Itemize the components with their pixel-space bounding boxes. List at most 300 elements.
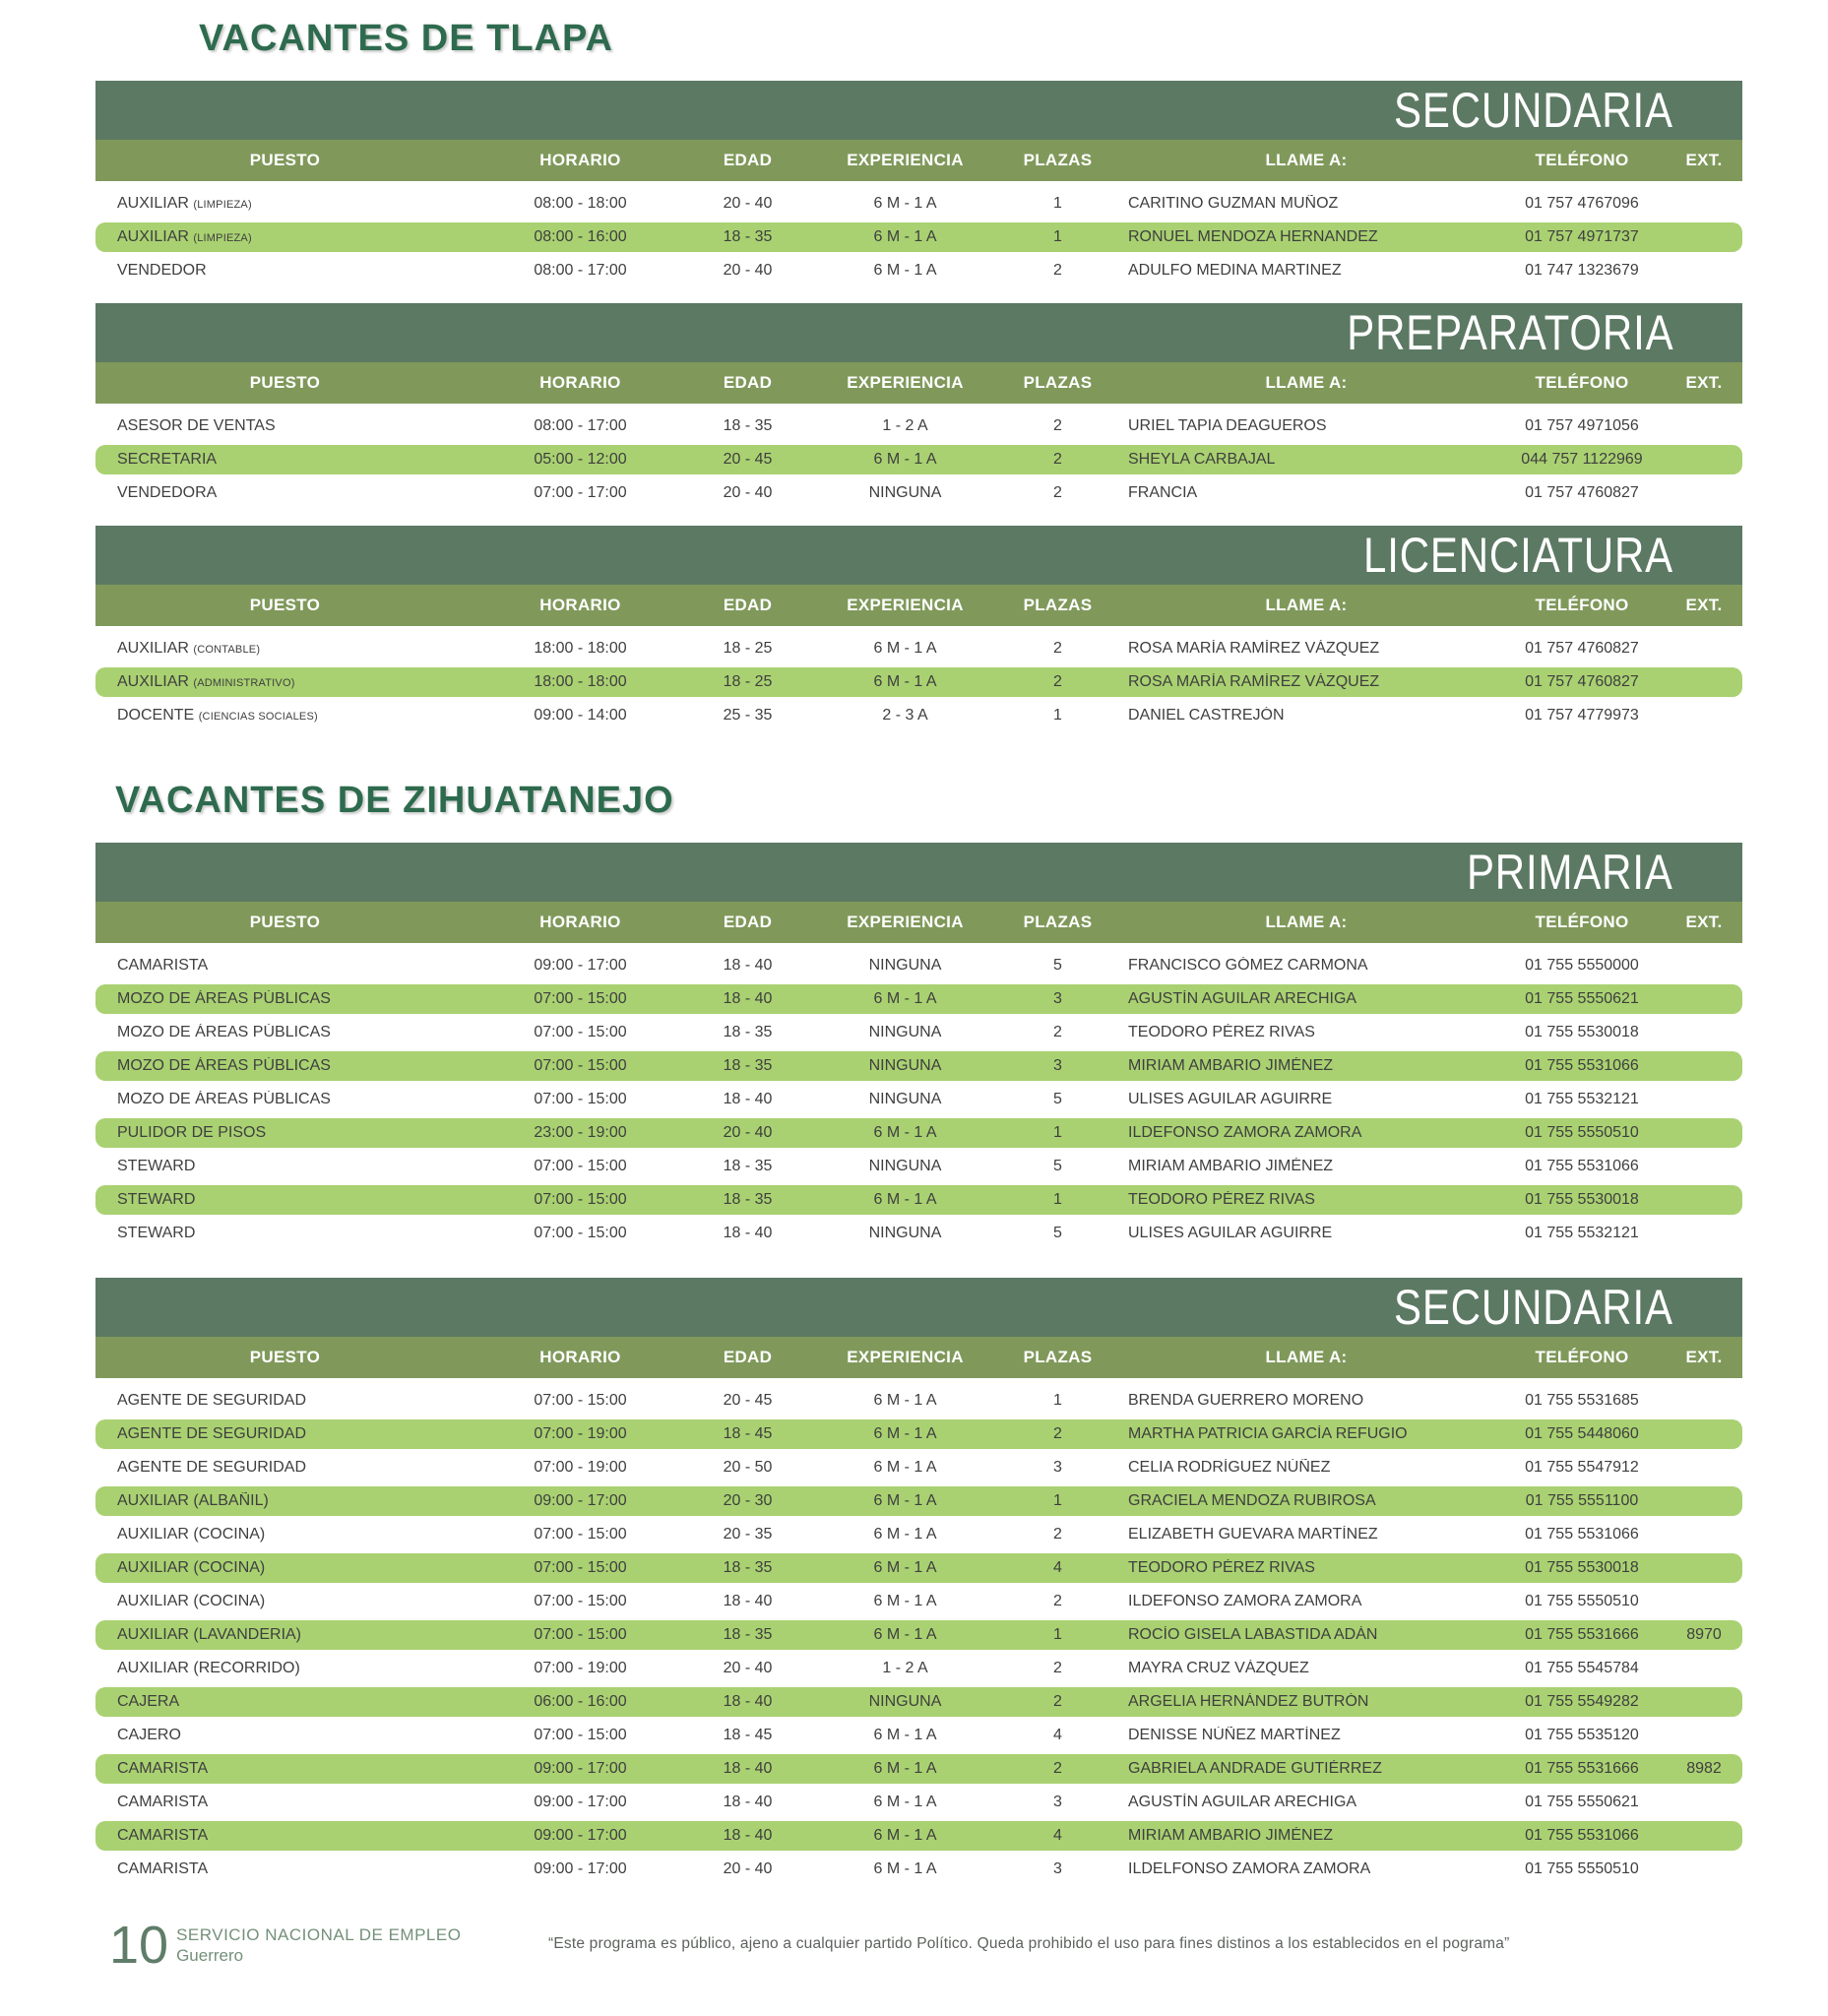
cell-puesto [95,1459,474,1477]
cell-puesto-main: CAJERA [117,1693,180,1710]
table-row [95,1855,1742,1884]
cell-horario: 09:00 - 17:00 [534,1860,627,1877]
cell-horario: 23:00 - 19:00 [534,1124,627,1141]
cell-experiencia: 6 M - 1 A [873,1860,937,1877]
column-header: HORARIO [539,913,621,931]
table-row [95,1419,1742,1449]
org-state: Guerrero [176,1946,244,1965]
cell-puesto [95,1727,474,1744]
city-section [95,778,1742,1884]
cell-puesto-main: AUXILIAR (ALBAÑIL) [117,1492,269,1509]
column-header: TELÉFONO [1535,913,1629,931]
cell-telefono: 01 755 5532121 [1525,1225,1639,1241]
cell-ext: 8982 [1686,1760,1722,1777]
column-header: HORARIO [539,1348,621,1366]
cell-llame: URIEL TAPIA DEAGUEROS [1128,417,1327,434]
cell-edad: 20 - 40 [723,1124,773,1141]
column-header: EDAD [723,373,773,392]
cell-experiencia: 1 - 2 A [882,417,928,434]
cell-plazas: 2 [1053,1660,1062,1676]
column-header-row [95,362,1742,404]
cell-telefono: 01 755 5545784 [1525,1660,1639,1676]
cell-llame: GABRIELA ANDRADE GUTIÉRREZ [1128,1760,1382,1777]
page-footer [95,1916,1742,1990]
cell-edad: 18 - 35 [723,1024,773,1040]
cell-puesto-main: DOCENTE [117,707,195,724]
cell-llame: ROSA MARÍA RAMÍREZ VÁZQUEZ [1128,673,1380,690]
cell-puesto [95,1191,474,1209]
level-band [95,303,1742,362]
cell-telefono: 01 757 4767096 [1525,195,1639,212]
cell-horario: 07:00 - 19:00 [534,1459,627,1476]
column-header: LLAME A: [1265,373,1348,392]
cell-puesto [95,1660,474,1677]
cell-experiencia: 1 - 2 A [882,1660,928,1676]
cell-llame: TEODORO PÉREZ RIVAS [1128,1024,1315,1040]
level-label: SECUNDARIA [1394,83,1673,138]
cell-horario: 09:00 - 17:00 [534,1760,627,1777]
column-header: EXPERIENCIA [847,151,964,169]
column-header: TELÉFONO [1535,596,1629,614]
column-header: PUESTO [249,151,321,169]
cell-horario: 07:00 - 15:00 [534,1727,627,1743]
cell-puesto [95,957,474,975]
cell-plazas: 2 [1053,1024,1062,1040]
table-row [95,1721,1742,1750]
section-tables [95,843,1742,1884]
table-row [95,1085,1742,1114]
sections [95,16,1742,1884]
cell-edad: 18 - 35 [723,1158,773,1174]
table-row [95,222,1742,252]
cell-horario: 08:00 - 16:00 [534,228,627,245]
table-row [95,667,1742,697]
cell-ext: 8970 [1686,1626,1722,1643]
cell-telefono: 01 755 5550510 [1525,1860,1639,1877]
cell-llame: SHEYLA CARBAJAL [1128,451,1276,468]
cell-experiencia: 6 M - 1 A [873,1526,937,1543]
level-band [95,1278,1742,1337]
cell-llame: ROSA MARÍA RAMÍREZ VÁZQUEZ [1128,640,1380,657]
level-label: LICENCIATURA [1362,528,1673,583]
cell-edad: 18 - 25 [723,673,773,690]
cell-experiencia: 6 M - 1 A [873,1392,937,1409]
table-row [95,1620,1742,1650]
cell-experiencia: 6 M - 1 A [873,640,937,657]
column-header-row [95,140,1742,181]
cell-horario: 07:00 - 15:00 [534,1191,627,1208]
cell-experiencia: NINGUNA [868,484,942,501]
vacancy-table [95,1278,1742,1884]
cell-llame: FRANCIA [1128,484,1198,501]
table-row [95,1386,1742,1416]
cell-puesto [95,1526,474,1544]
cell-horario: 07:00 - 15:00 [534,1626,627,1643]
cell-plazas: 2 [1053,1425,1062,1442]
cell-experiencia: 6 M - 1 A [873,195,937,212]
cell-puesto [95,1860,474,1878]
cell-experiencia: 6 M - 1 A [873,1827,937,1844]
column-header: TELÉFONO [1535,1348,1629,1366]
cell-puesto-main: AGENTE DE SEGURIDAD [117,1425,307,1442]
vacancy-table [95,81,1742,285]
cell-experiencia: NINGUNA [868,1091,942,1107]
column-header: LLAME A: [1265,1348,1348,1366]
cell-telefono: 01 755 5550621 [1525,1794,1639,1810]
table-row [95,1788,1742,1817]
cell-telefono: 01 757 4971056 [1525,417,1639,434]
cell-telefono: 01 747 1323679 [1525,262,1639,279]
column-header: PUESTO [249,373,321,392]
org-name: SERVICIO NACIONAL DE EMPLEO [176,1925,462,1944]
cell-llame: ULISES AGUILAR AGUIRRE [1128,1091,1333,1107]
cell-llame: RONUEL MENDOZA HERNANDEZ [1128,228,1378,245]
cell-telefono: 01 755 5549282 [1525,1693,1639,1710]
cell-experiencia: 6 M - 1 A [873,1593,937,1609]
column-header: EXPERIENCIA [847,913,964,931]
cell-experiencia: 6 M - 1 A [873,451,937,468]
cell-llame: ILDELFONSO ZAMORA ZAMORA [1128,1860,1371,1877]
cell-experiencia: 6 M - 1 A [873,1124,937,1141]
column-header: PLAZAS [1023,596,1093,614]
cell-edad: 20 - 40 [723,195,773,212]
cell-plazas: 3 [1053,1459,1062,1476]
column-header: TELÉFONO [1535,373,1629,392]
cell-puesto-note: (ADMINISTRATIVO) [193,677,295,689]
column-header: EXPERIENCIA [847,596,964,614]
cell-experiencia: NINGUNA [868,1024,942,1040]
column-header: LLAME A: [1265,596,1348,614]
cell-horario: 07:00 - 15:00 [534,1057,627,1074]
cell-edad: 18 - 35 [723,1626,773,1643]
cell-puesto [95,1626,474,1644]
cell-puesto-main: STEWARD [117,1158,196,1174]
cell-plazas: 3 [1053,1860,1062,1877]
cell-llame: ILDEFONSO ZAMORA ZAMORA [1128,1593,1362,1609]
cell-telefono: 01 755 5530018 [1525,1559,1639,1576]
cell-edad: 18 - 35 [723,1191,773,1208]
cell-telefono: 01 757 4971737 [1525,228,1639,245]
cell-puesto [95,1225,474,1242]
cell-telefono: 01 755 5531066 [1525,1526,1639,1543]
cell-horario: 08:00 - 18:00 [534,195,627,212]
cell-puesto [95,1492,474,1510]
cell-plazas: 2 [1053,1593,1062,1609]
cell-edad: 18 - 40 [723,990,773,1007]
cell-horario: 07:00 - 15:00 [534,1091,627,1107]
cell-puesto-main: AGENTE DE SEGURIDAD [117,1392,307,1409]
cell-edad: 20 - 40 [723,262,773,279]
cell-edad: 18 - 35 [723,417,773,434]
cell-puesto-main: AUXILIAR [117,640,189,657]
cell-puesto-main: STEWARD [117,1225,196,1241]
table-body [95,411,1742,508]
cell-puesto-main: AUXILIAR (COCINA) [117,1526,266,1543]
column-header: HORARIO [539,151,621,169]
cell-puesto-main: VENDEDORA [117,484,218,501]
cell-edad: 18 - 45 [723,1727,773,1743]
section-title: VACANTES DE ZIHUATANEJO [115,780,674,821]
cell-plazas: 2 [1053,640,1062,657]
cell-llame: TEODORO PÉREZ RIVAS [1128,1191,1315,1208]
table-row [95,411,1742,441]
cell-puesto-main: AUXILIAR [117,195,189,212]
cell-plazas: 2 [1053,484,1062,501]
cell-edad: 20 - 30 [723,1492,773,1509]
column-header: EXT. [1685,151,1723,169]
cell-edad: 18 - 40 [723,1794,773,1810]
column-header: EXT. [1685,913,1723,931]
cell-llame: BRENDA GUERRERO MORENO [1128,1392,1364,1409]
column-header: EDAD [723,913,773,931]
cell-plazas: 4 [1053,1559,1062,1576]
cell-telefono: 01 755 5550510 [1525,1124,1639,1141]
cell-plazas: 1 [1053,707,1062,724]
cell-edad: 18 - 45 [723,1425,773,1442]
cell-llame: MARTHA PATRICIA GARCÍA REFUGIO [1128,1425,1408,1442]
cell-experiencia: NINGUNA [868,1057,942,1074]
table-body [95,634,1742,730]
cell-puesto-main: ASESOR DE VENTAS [117,417,276,434]
cell-edad: 25 - 35 [723,707,773,724]
cell-experiencia: 6 M - 1 A [873,1727,937,1743]
cell-puesto [95,640,474,658]
cell-plazas: 5 [1053,1091,1062,1107]
cell-llame: ILDEFONSO ZAMORA ZAMORA [1128,1124,1362,1141]
table-row [95,1553,1742,1583]
cell-edad: 18 - 40 [723,1760,773,1777]
cell-puesto-main: CAMARISTA [117,1827,209,1844]
cell-experiencia: 6 M - 1 A [873,1191,937,1208]
level-band [95,81,1742,140]
cell-horario: 07:00 - 15:00 [534,1225,627,1241]
cell-horario: 09:00 - 17:00 [534,1794,627,1810]
cell-plazas: 1 [1053,1392,1062,1409]
cell-horario: 07:00 - 17:00 [534,484,627,501]
page-content [95,0,1742,1884]
cell-horario: 18:00 - 18:00 [534,640,627,657]
cell-plazas: 2 [1053,451,1062,468]
cell-puesto [95,1091,474,1108]
cell-experiencia: NINGUNA [868,957,942,974]
cell-puesto [95,451,474,469]
cell-plazas: 4 [1053,1827,1062,1844]
cell-puesto-note: (LIMPIEZA) [193,232,252,244]
cell-horario: 07:00 - 15:00 [534,1158,627,1174]
cell-puesto-main: CAMARISTA [117,1794,209,1810]
cell-puesto [95,1392,474,1410]
cell-experiencia: 6 M - 1 A [873,990,937,1007]
cell-plazas: 2 [1053,673,1062,690]
level-label: SECUNDARIA [1394,1280,1673,1335]
column-header: EXT. [1685,1348,1723,1366]
level-band [95,526,1742,585]
table-row [95,1219,1742,1248]
cell-llame: CARITINO GUZMAN MUÑOZ [1128,195,1339,212]
cell-telefono: 01 757 4760827 [1525,640,1639,657]
column-header: PLAZAS [1023,913,1093,931]
table-row [95,478,1742,508]
cell-experiencia: 6 M - 1 A [873,1794,937,1810]
cell-plazas: 1 [1053,1626,1062,1643]
cell-telefono: 01 755 5550510 [1525,1593,1639,1609]
column-header: EXPERIENCIA [847,1348,964,1366]
cell-puesto [95,990,474,1008]
vacancy-table [95,843,1742,1248]
table-row [95,701,1742,730]
cell-telefono: 01 755 5535120 [1525,1727,1639,1743]
cell-puesto [95,228,474,246]
cell-llame: FRANCISCO GÓMEZ CARMONA [1128,957,1368,974]
cell-edad: 20 - 35 [723,1526,773,1543]
table-row [95,1687,1742,1717]
table-row [95,951,1742,980]
cell-telefono: 01 755 5531685 [1525,1392,1639,1409]
cell-telefono: 01 755 5532121 [1525,1091,1639,1107]
cell-horario: 07:00 - 15:00 [534,1526,627,1543]
table-body [95,951,1742,1248]
cell-plazas: 1 [1053,1492,1062,1509]
cell-edad: 18 - 40 [723,1091,773,1107]
cell-puesto-main: AUXILIAR (COCINA) [117,1593,266,1609]
cell-telefono: 044 757 1122969 [1521,451,1643,468]
cell-plazas: 2 [1053,1760,1062,1777]
cell-telefono: 01 755 5530018 [1525,1191,1639,1208]
cell-llame: ARGELIA HERNÁNDEZ BUTRÓN [1128,1693,1369,1710]
cell-edad: 20 - 40 [723,1860,773,1877]
cell-plazas: 2 [1053,1526,1062,1543]
page-number: 10 [109,1916,169,1975]
cell-llame: MAYRA CRUZ VÁZQUEZ [1128,1660,1309,1676]
level-band [95,843,1742,902]
cell-telefono: 01 755 5531066 [1525,1057,1639,1074]
cell-puesto-main: AUXILIAR (COCINA) [117,1559,266,1576]
column-header: LLAME A: [1265,151,1348,169]
cell-experiencia: 6 M - 1 A [873,228,937,245]
column-header: PUESTO [249,596,321,614]
cell-llame: CELIA RODRÍGUEZ NÚÑEZ [1128,1459,1331,1476]
cell-plazas: 5 [1053,1158,1062,1174]
cell-plazas: 2 [1053,262,1062,279]
cell-puesto [95,195,474,213]
column-header: HORARIO [539,373,621,392]
table-row [95,1486,1742,1516]
cell-puesto [95,262,474,280]
column-header-row [95,1337,1742,1378]
cell-horario: 18:00 - 18:00 [534,673,627,690]
cell-puesto-main: MOZO DE ÁREAS PÚBLICAS [117,1024,331,1040]
cell-horario: 07:00 - 15:00 [534,1024,627,1040]
cell-puesto-main: CAMARISTA [117,1860,209,1877]
cell-edad: 20 - 40 [723,1660,773,1676]
cell-plazas: 3 [1053,1057,1062,1074]
cell-telefono: 01 755 5448060 [1525,1425,1639,1442]
cell-puesto-main: AUXILIAR [117,228,189,245]
table-row [95,1520,1742,1549]
cell-plazas: 5 [1053,957,1062,974]
column-header: TELÉFONO [1535,151,1629,169]
cell-puesto-note: (LIMPIEZA) [193,199,252,211]
cell-edad: 18 - 40 [723,1225,773,1241]
cell-edad: 18 - 40 [723,957,773,974]
column-header: PLAZAS [1023,151,1093,169]
cell-horario: 07:00 - 19:00 [534,1660,627,1676]
column-header: LLAME A: [1265,913,1348,931]
cell-puesto [95,707,474,724]
cell-llame: MIRIAM AMBARIO JIMÉNEZ [1128,1158,1334,1174]
cell-llame: DENISSE NÚÑEZ MARTÍNEZ [1128,1727,1341,1743]
cell-telefono: 01 755 5531066 [1525,1827,1639,1844]
cell-telefono: 01 755 5547912 [1525,1459,1639,1476]
cell-experiencia: 6 M - 1 A [873,1492,937,1509]
table-row [95,1587,1742,1616]
cell-horario: 08:00 - 17:00 [534,262,627,279]
cell-puesto [95,1158,474,1175]
column-header: PUESTO [249,1348,321,1366]
cell-puesto [95,1057,474,1075]
cell-experiencia: 6 M - 1 A [873,673,937,690]
cell-llame: DANIEL CASTREJÓN [1128,707,1285,724]
cell-llame: MIRIAM AMBARIO JIMÉNEZ [1128,1827,1334,1844]
column-header: EXPERIENCIA [847,373,964,392]
cell-llame: TEODORO PÉREZ RIVAS [1128,1559,1315,1576]
cell-puesto [95,1827,474,1845]
cell-puesto-main: AUXILIAR (LAVANDERIA) [117,1626,302,1643]
cell-llame: ULISES AGUILAR AGUIRRE [1128,1225,1333,1241]
cell-telefono: 01 755 5550621 [1525,990,1639,1007]
cell-horario: 07:00 - 15:00 [534,1392,627,1409]
column-header: EDAD [723,1348,773,1366]
cell-telefono: 01 755 5551100 [1525,1492,1639,1509]
cell-puesto-main: AUXILIAR (RECORRIDO) [117,1660,300,1676]
cell-experiencia: 6 M - 1 A [873,262,937,279]
vacancy-table [95,303,1742,508]
cell-puesto-main: STEWARD [117,1191,196,1208]
cell-horario: 07:00 - 15:00 [534,990,627,1007]
cell-puesto-main: MOZO DE ÁREAS PÚBLICAS [117,1091,331,1107]
org-logo [176,1922,461,1966]
level-label: PREPARATORIA [1346,305,1673,360]
cell-experiencia: 6 M - 1 A [873,1559,937,1576]
table-row [95,1821,1742,1851]
cell-experiencia: NINGUNA [868,1225,942,1241]
table-row [95,1654,1742,1683]
cell-llame: ELIZABETH GUEVARA MARTÍNEZ [1128,1526,1378,1543]
table-row [95,445,1742,474]
table-row [95,634,1742,663]
cell-plazas: 2 [1053,417,1062,434]
cell-plazas: 3 [1053,990,1062,1007]
column-header: HORARIO [539,596,621,614]
cell-telefono: 01 757 4760827 [1525,673,1639,690]
table-body [95,1386,1742,1884]
vacancy-table [95,526,1742,730]
cell-puesto [95,1124,474,1142]
cell-puesto [95,417,474,435]
cell-edad: 18 - 35 [723,1559,773,1576]
cell-experiencia: NINGUNA [868,1158,942,1174]
cell-edad: 18 - 40 [723,1827,773,1844]
level-label: PRIMARIA [1467,845,1673,900]
cell-puesto-main: AGENTE DE SEGURIDAD [117,1459,307,1476]
table-row [95,189,1742,219]
table-row [95,1118,1742,1148]
cell-plazas: 3 [1053,1794,1062,1810]
cell-puesto [95,1760,474,1778]
cell-puesto-main: AUXILIAR [117,673,189,690]
cell-experiencia: 6 M - 1 A [873,1626,937,1643]
cell-horario: 07:00 - 15:00 [534,1559,627,1576]
